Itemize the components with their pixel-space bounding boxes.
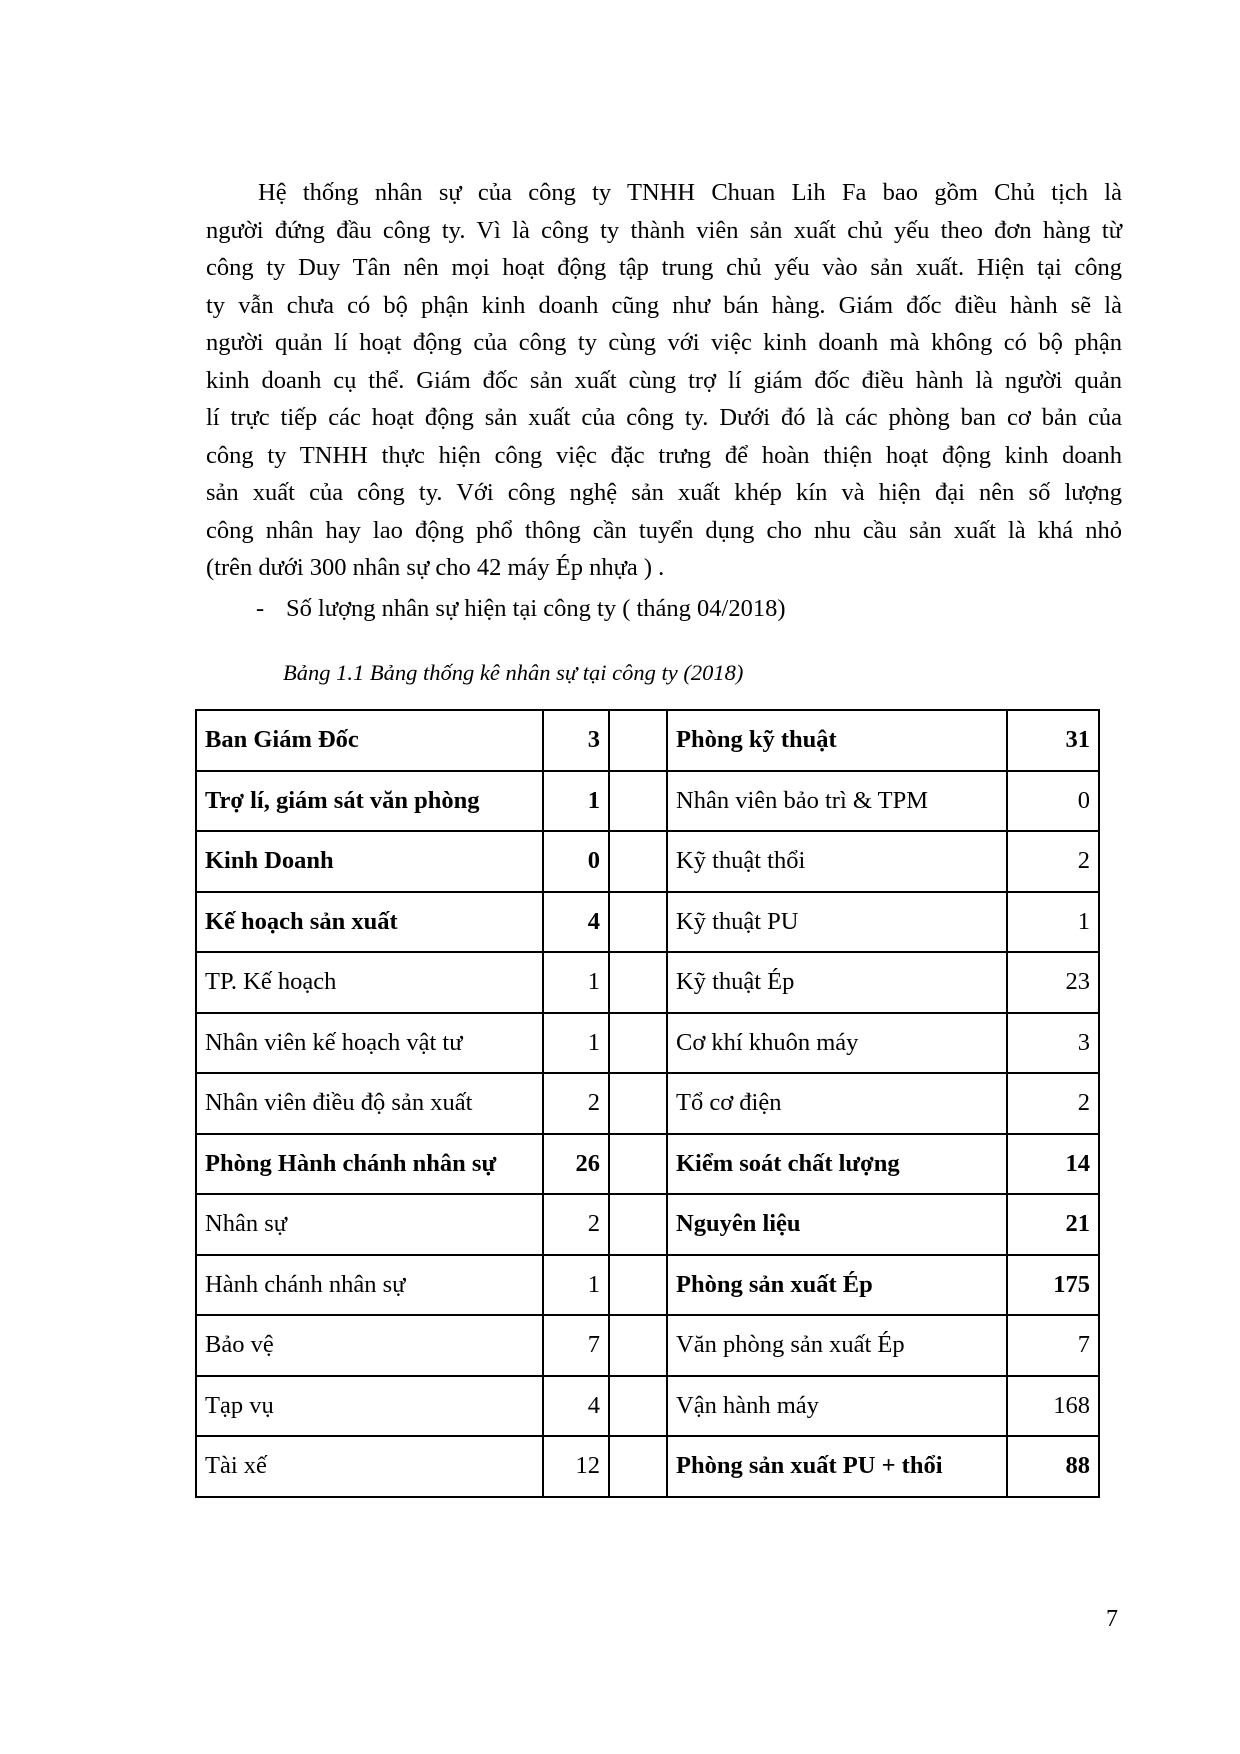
bullet-dash: - (256, 595, 265, 622)
table-row (196, 1315, 1099, 1376)
left-department-name: Kinh Doanh (196, 831, 543, 892)
paragraph-line: người đứng đầu công ty. Vì là công ty thành viên sản xuất chủ yếu theo đơn hàng từ (206, 216, 1122, 244)
left-department-name: Nhân viên kế hoạch vật tư (196, 1013, 543, 1074)
bullet-item (256, 590, 786, 628)
right-staff-count: 2 (1007, 831, 1099, 892)
bullet-text: Số lượng nhân sự hiện tại công ty ( tháng 04/2018) (286, 595, 786, 622)
body-paragraph (206, 174, 1122, 587)
table-caption: Bảng 1.1 Bảng thống kê nhân sự tại công ty (2018) (283, 660, 744, 685)
left-department-name: Kế hoạch sản xuất (196, 892, 543, 953)
paragraph-line: công nhân hay lao động phổ thông cần tuyển dụng cho nhu cầu sản xuất là khá nhỏ (206, 516, 1122, 544)
right-staff-count: 14 (1007, 1134, 1099, 1195)
right-staff-count: 3 (1007, 1013, 1099, 1074)
spacer-cell (609, 1073, 667, 1134)
left-staff-count: 2 (543, 1194, 609, 1255)
table-row (196, 710, 1099, 771)
left-staff-count: 1 (543, 771, 609, 832)
right-department-name: Cơ khí khuôn máy (667, 1013, 1007, 1074)
left-staff-count: 7 (543, 1315, 609, 1376)
spacer-cell (609, 1013, 667, 1074)
spacer-cell (609, 952, 667, 1013)
left-staff-count: 1 (543, 952, 609, 1013)
table-row (196, 1194, 1099, 1255)
left-department-name: Ban Giám Đốc (196, 710, 543, 771)
left-staff-count: 4 (543, 1376, 609, 1437)
left-staff-count: 1 (543, 1013, 609, 1074)
left-staff-count: 2 (543, 1073, 609, 1134)
left-department-name: Tài xế (196, 1436, 543, 1497)
right-staff-count: 2 (1007, 1073, 1099, 1134)
table-row (196, 892, 1099, 953)
paragraph-line: ty vẫn chưa có bộ phận kinh doanh cũng như bán hàng. Giám đốc điều hành sẽ là (206, 291, 1122, 319)
table-row (196, 1073, 1099, 1134)
right-staff-count: 1 (1007, 892, 1099, 953)
paragraph-line: công ty TNHH thực hiện công việc đặc trưng để hoàn thiện hoạt động kinh doanh (206, 441, 1122, 469)
spacer-cell (609, 710, 667, 771)
table-row (196, 771, 1099, 832)
table-row (196, 1436, 1099, 1497)
right-department-name: Phòng sản xuất Ép (667, 1255, 1007, 1316)
spacer-cell (609, 1376, 667, 1437)
left-staff-count: 1 (543, 1255, 609, 1316)
paragraph-line: lí trực tiếp các hoạt động sản xuất của công ty. Dưới đó là các phòng ban cơ bản của (206, 404, 1122, 431)
left-department-name: Bảo vệ (196, 1315, 543, 1376)
table-row (196, 952, 1099, 1013)
left-department-name: Phòng Hành chánh nhân sự (196, 1134, 543, 1195)
spacer-cell (609, 1315, 667, 1376)
right-staff-count: 88 (1007, 1436, 1099, 1497)
left-staff-count: 0 (543, 831, 609, 892)
spacer-cell (609, 831, 667, 892)
right-staff-count: 175 (1007, 1255, 1099, 1316)
right-department-name: Kỹ thuật thổi (667, 831, 1007, 892)
right-department-name: Phòng sản xuất PU + thổi (667, 1436, 1007, 1497)
paragraph-line: sản xuất của công ty. Với công nghệ sản xuất khép kín và hiện đại nên số lượng (206, 479, 1122, 506)
spacer-cell (609, 1255, 667, 1316)
left-staff-count: 4 (543, 892, 609, 953)
spacer-cell (609, 1194, 667, 1255)
spacer-cell (609, 771, 667, 832)
left-staff-count: 26 (543, 1134, 609, 1195)
left-department-name: Hành chánh nhân sự (196, 1255, 543, 1316)
right-department-name: Nguyên liệu (667, 1194, 1007, 1255)
page-number: 7 (1106, 1606, 1118, 1632)
right-staff-count: 23 (1007, 952, 1099, 1013)
left-department-name: TP. Kế hoạch (196, 952, 543, 1013)
table-row (196, 1134, 1099, 1195)
left-department-name: Tạp vụ (196, 1376, 543, 1437)
left-department-name: Nhân viên điều độ sản xuất (196, 1073, 543, 1134)
table-row (196, 831, 1099, 892)
paragraph-line: người quản lí hoạt động của công ty cùng với việc kinh doanh mà không có bộ phận (206, 329, 1122, 356)
table-row (196, 1013, 1099, 1074)
left-department-name: Trợ lí, giám sát văn phòng (196, 771, 543, 832)
right-department-name: Phòng kỹ thuật (667, 710, 1007, 771)
paragraph-line: (trên dưới 300 nhân sự cho 42 máy Ép nhựa ) . (206, 554, 665, 581)
staff-statistics-table (195, 709, 1100, 1498)
table-row (196, 1376, 1099, 1437)
spacer-cell (609, 892, 667, 953)
left-staff-count: 12 (543, 1436, 609, 1497)
right-department-name: Nhân viên bảo trì & TPM (667, 771, 1007, 832)
right-staff-count: 0 (1007, 771, 1099, 832)
right-staff-count: 7 (1007, 1315, 1099, 1376)
left-staff-count: 3 (543, 710, 609, 771)
right-department-name: Vận hành máy (667, 1376, 1007, 1437)
right-department-name: Tổ cơ điện (667, 1073, 1007, 1134)
spacer-cell (609, 1436, 667, 1497)
right-staff-count: 21 (1007, 1194, 1099, 1255)
paragraph-line: Hệ thống nhân sự của công ty TNHH Chuan Lih Fa bao gồm Chủ tịch là (258, 179, 1122, 206)
right-staff-count: 31 (1007, 710, 1099, 771)
left-department-name: Nhân sự (196, 1194, 543, 1255)
paragraph-line: kinh doanh cụ thể. Giám đốc sản xuất cùng trợ lí giám đốc điều hành là người quản (206, 366, 1122, 394)
table-row (196, 1255, 1099, 1316)
right-department-name: Kiểm soát chất lượng (667, 1134, 1007, 1195)
right-department-name: Kỹ thuật Ép (667, 952, 1007, 1013)
spacer-cell (609, 1134, 667, 1195)
right-staff-count: 168 (1007, 1376, 1099, 1437)
right-department-name: Kỹ thuật PU (667, 892, 1007, 953)
right-department-name: Văn phòng sản xuất Ép (667, 1315, 1007, 1376)
paragraph-line: công ty Duy Tân nên mọi hoạt động tập trung chủ yếu vào sản xuất. Hiện tại công (206, 254, 1122, 281)
